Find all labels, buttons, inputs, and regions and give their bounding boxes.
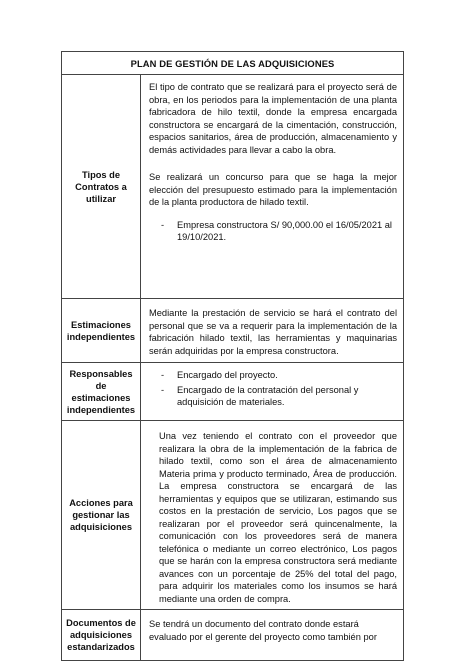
list-item: - Encargado de la contratación del personal y adquisición de materiales. (161, 384, 397, 409)
paragraph: Se tendrá un documento del contrato donde estará evaluado por el gerente del proyecto como también por (149, 619, 377, 642)
acquisitions-plan-table (61, 51, 404, 661)
row-content-contract-types (141, 75, 404, 299)
row-label-contract-types: Tipos de Contratos a utilizar (62, 75, 141, 299)
paragraph: Una vez teniendo el contrato con el proveedor que realizara la obra de la implementación de la fabrica de hilado textil, como son el área de almacenamiento Materia prima y producto terminado, Área de producción. La empresa constructora se encargará de las herramientas y equipos que se utilizaran, estimando sus costos en la prestación de servicio, Los pagos que se realizaran por el proveedor será quincenalmente, la comunicación con los proveedores será de manera telefónica o mediante un correo electrónico, Los pagos que se harán con la empresa constructora será mediante avances con un porcentaje de 25% del total del pago, para adquirir los materiales como los insumos se hará mediante una orden de compra. (159, 431, 398, 604)
row-content-independent-estimates (141, 299, 404, 363)
paragraph: El tipo de contrato que se realizará para el proyecto será de obra, en los periodos para la implementación de una planta fabricadora de hilo textil, donde la empresa encargada constructora se encargará de la cimentación, construcción, espacios sanitarios, área de producción, almacenamiento y demás actividades para llevar a cabo la obra. (149, 82, 398, 155)
paragraph: Mediante la prestación de servicio se hará el contrato del personal que se va a requerir para la implementación de la fabricación hilado textil, las herramientas y maquinarias serán adquiridas por la empresa constructora. (149, 308, 398, 356)
row-content-estimate-owners (141, 363, 404, 421)
table-row (62, 421, 404, 610)
document-title: PLAN DE GESTIÓN DE LAS ADQUISICIONES (62, 52, 404, 75)
row-label-independent-estimates: Estimaciones independientes (62, 299, 141, 363)
table-row (62, 610, 404, 661)
row-label-procurement-actions: Acciones para gestionar las adquisiciones (62, 421, 141, 610)
bullet-list (149, 219, 397, 244)
row-label-standard-documents: Documentos de adquisiciones estandarizados (62, 610, 141, 661)
row-content-standard-documents (141, 610, 404, 661)
table-row (62, 363, 404, 421)
list-item: - Empresa constructora S/ 90,000.00 el 16/05/2021 al 19/10/2021. (161, 219, 397, 244)
list-item: - Encargado del proyecto. (161, 369, 397, 382)
table-title-row (62, 52, 404, 75)
bullet-list (149, 369, 397, 409)
table-row (62, 75, 404, 299)
table-row (62, 299, 404, 363)
paragraph: Se realizará un concurso para que se haga la mejor elección del presupuesto estimado para la implementación de la planta productora de hilado textil. (149, 172, 398, 207)
row-label-estimate-owners: Responsables de estimaciones independientes (62, 363, 141, 421)
row-content-procurement-actions (141, 421, 404, 610)
